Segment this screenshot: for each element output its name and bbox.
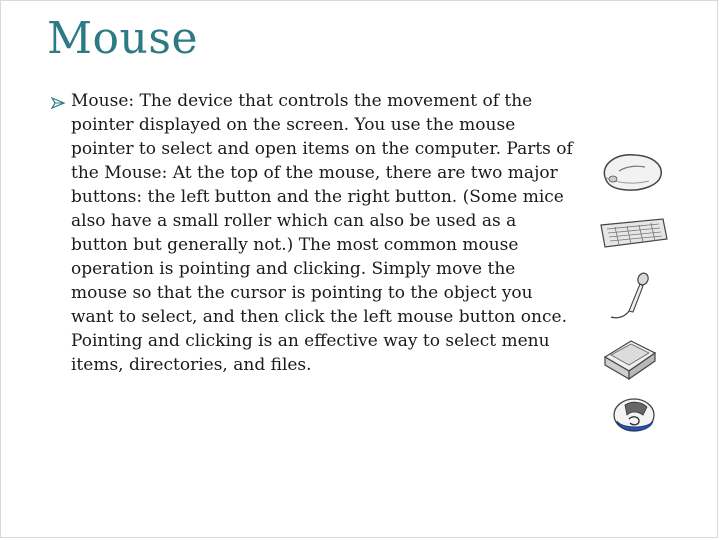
bullet-text: Mouse: The device that controls the movement of the pointer displayed on the screen. You use the mouse pointer to select and open items on the computer. Parts of the Mouse: At the top of the mouse, there are two major buttons: the left button and the right button. (Some mice also have a small roller which can also be used as a button but generally not.) The most common mouse operation is pointing and clicking. Simply move the mouse so that the cursor is pointing to the object you want to select, and then click the left mouse button once. Pointing and clicking is an effective way to select menu items, directories, and files. [71,91,573,375]
slide-title: Mouse [47,13,198,64]
bullet-icon [51,89,71,377]
webcam-icon [609,395,659,445]
keyboard-icon [597,215,669,255]
bullet-item [51,89,576,377]
microphone-icon [609,271,653,327]
scanner-icon [601,333,659,387]
mouse-icon [599,147,665,197]
